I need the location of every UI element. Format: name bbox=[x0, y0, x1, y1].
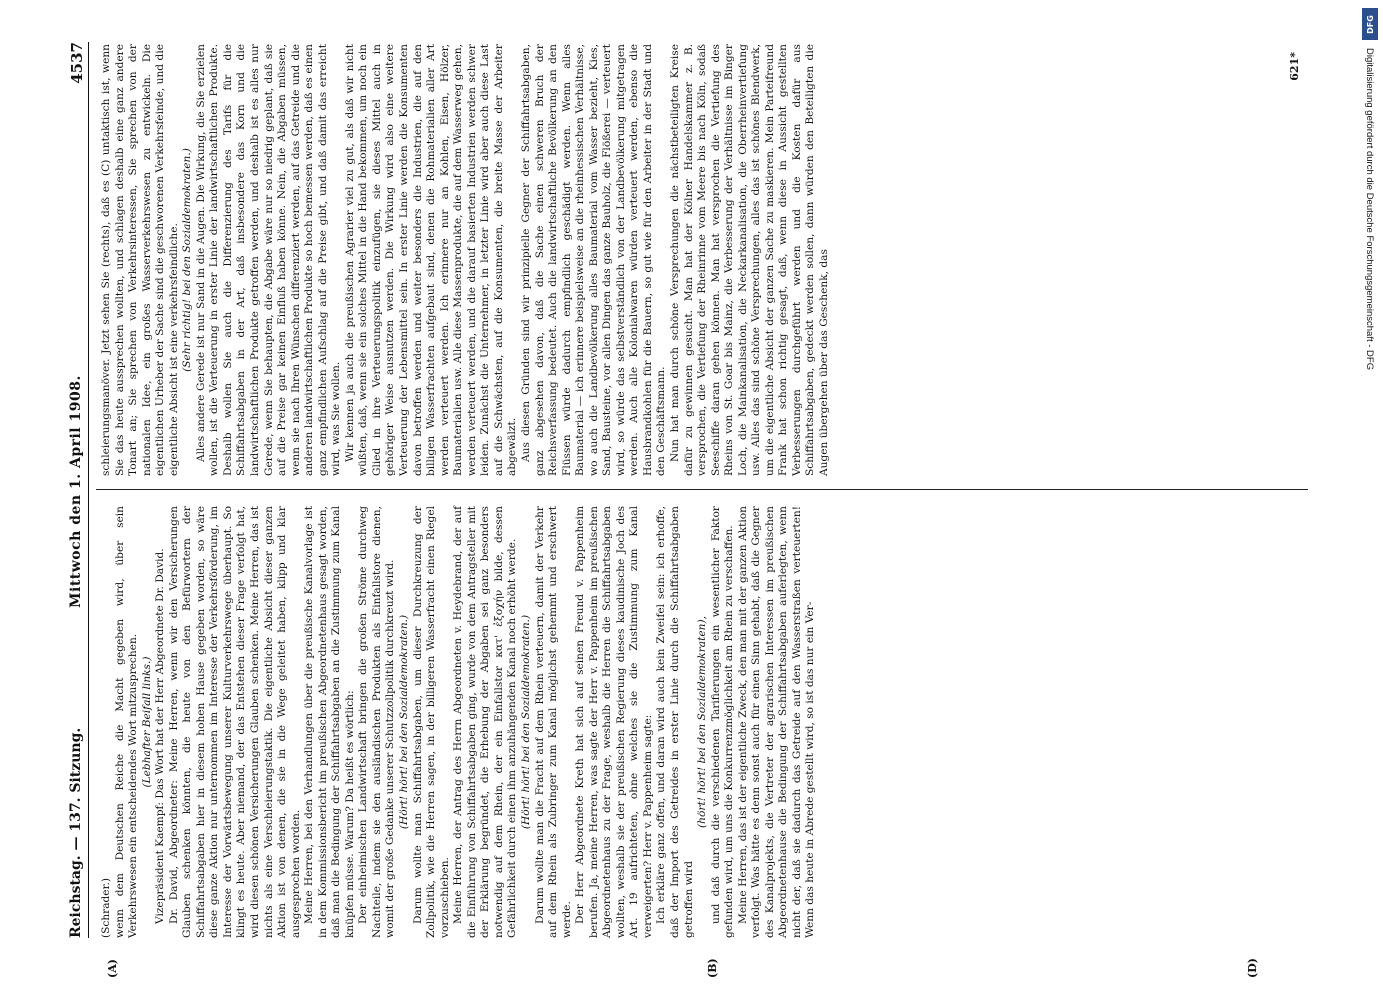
paragraph: Der einheimischen Landwirtschaft bringen die großen Ströme durchweg Nachteile, indem sie den ausländischen Produkten als Einfallstore dienen, womit der große Gedanke unserer Schutzzollpolitik durchkreuzt wird. bbox=[357, 506, 397, 938]
paragraph: Meine Herren, das ist der eigentliche Zweck, den man mit der ganzen Aktion verfolgt. Was hätte es denn sonst auch für einen Sinn gehabt, daß die Gegner des Kanalprojekts, die Vertreter der agrarischen Interessen im preußischen Abgeordnetenhause die Bedingung der Schiffahrtsabgaben auferlegten, wenn nicht der, daß sie dadurch das Getreide auf den Wasserstraßen verteuerten! Wenn das heute in Abrede gestellt wird, so ist das nur ein Ver- bbox=[736, 506, 817, 938]
digitization-strip: DFG Digitalisierung gefördert durch die Deutsche Forschungsgemeinschaft - DFG bbox=[1362, 8, 1378, 992]
document-page bbox=[66, 42, 1314, 978]
paragraph: Alles andere Gerede ist nur Sand in die Augen. Die Wirkung, die Sie erzielen wollen, ist die Verteuerung in erster Linie der landwirtschaftlichen Produkte. Deshalb wollen Sie auch die Differenzierung des Tarifs für die Schiffahrtsabgaben in der Art, daß insbesondere das Korn und die landwirtschaftlichen Produkte getroffen werden, und deshalb ist es alles nur Gerede, wenn Sie behaupten, die Abgabe wäre nur so niedrig geplant, daß sie auf die Preise gar keinen Einfluß haben könne. Nein, die Abgaben müssen, wenn sie nach Ihren Wünschen differenziert werden, auf das Getreide und die anderen landwirtschaftlichen Produkte so hoch bemessen werden, daß es einen ganz empfindlichen Aufschlag auf die Preise gibt, und daß damit das erreicht wird, was Sie wollen. bbox=[194, 44, 343, 476]
paragraph: schleierungsmanöver. Jetzt sehen Sie (rechts), daß es (C) untaktisch ist, wenn Sie das heute aussprechen wollten, und schlagen deshalb eine ganz andere Tonart an; Sie sprechen von Verkehrsinteressen, Sie sprechen von der nationalen Idee, ein großes Wasserverkehrswesen zu entwickeln. Die eigentlichen Urheber der Sache sind die geschworenen Verkehrsfeinde, und die eigentliche Absicht ist eine verkehrsfeindliche. bbox=[100, 44, 180, 476]
left-column bbox=[100, 506, 818, 938]
paragraph: Aus diesen Gründen sind wir prinzipielle Gegner der Schiffahrtsabgaben, ganz abgesehen davon, daß die Sache einen schweren Bruch der Reichsverfassung bedeutet. Auch die landwirtschaftliche Bevölkerung an den Flüssen würde dadurch empfindlich geschädigt werden. Wenn alles Baumaterial — ich erinnere beispielsweise an die rheinhessischen Verhältnisse, wo auch die Landbevölkerung alles Baumaterial vom Wasser bezieht, Kies, Sand, Bausteine, vor allen Dingen das ganze Bauholz, die Flößerei — verteuert wird, so würde das selbstverständlich von der Landbevölkerung mitgetragen werden. Auch alle Kolonialwaren würden verteuert werden, ebenso die Hausbrandkohlen für die Bauern, so gut wie für den Arbeiter in der Stadt und den Geschäftsmann. bbox=[519, 44, 668, 476]
signature-mark: 621* bbox=[1288, 52, 1301, 81]
paragraph: Darum wollte man die Fracht auf dem Rhein verteuern, damit der Verkehr auf dem Rhein als Zubringer zum Kanal möglichst gehemmt und erschwert werde. bbox=[533, 506, 573, 938]
paragraph: Meine Herren, bei den Verhandlungen über die preußische Kanalvorlage ist in dem Kommissionsbericht im preußischen Abgeordnetenhaus gesagt worden, daß man die Bedingung der Schiffahrtsabgaben an die Zustimmung zum Kanal knüpfen müsse. Warum? Da heißt es wörtlich: bbox=[303, 506, 356, 938]
paragraph: Darum wollte man Schiffahrtsabgaben, um dieser Durchkreuzung der Zollpolitik, wie die Herren sagen, in der billigeren Wasserfracht einen Riegel vorzuschieben. bbox=[411, 506, 451, 938]
column-divider bbox=[96, 489, 1308, 490]
paragraph: Vizepräsident Kaempf: Das Wort hat der Herr Abgeordnete Dr. David. bbox=[154, 548, 167, 924]
paragraph: Der Herr Abgeordnete Kreth hat sich auf seinen Freund v. Pappenheim berufen. Ja, meine Herren, was sagte der Herr v. Pappenheim im preußischen Abgeordnetenhaus zu der Frage, weshalb die Herren die Schiffahrtsabgaben wollten, weshalb sie der preußischen Regierung dieses kaudinische Joch des Art. 19 aufrichteten, ohne welches sie die Zustimmung zum Kanal verweigerten? Herr v. Pappenheim sagte: bbox=[574, 506, 654, 938]
right-column bbox=[100, 44, 832, 476]
interjection: (Hört! hört! bei den Sozialdemokraten.) bbox=[519, 614, 532, 830]
header-page-number: 4537 bbox=[68, 42, 86, 84]
paragraph: wenn dem Deutschen Reiche die Macht gegeben wird, über sein Verkehrswesen ein entscheidendes Wort mitzusprechen. bbox=[113, 506, 140, 938]
margin-marker-b: (B) bbox=[706, 958, 719, 978]
paragraph: Ich erkläre ganz offen, und daran wird auch kein Zweifel sein: ich erhoffe, daß der Import des Getreides in erster Linie durch die Schiffahrtsabgaben getroffen wird bbox=[655, 506, 695, 938]
paragraph: und daß durch die verschiedenen Tarifierungen ein wesentlicher Faktor gefunden wird, um uns die Konkurrenzmöglichkeit am Rhein zu verschaffen. bbox=[709, 506, 736, 938]
header-date: Mittwoch den 1. April 1908. bbox=[68, 375, 84, 608]
interjection: (Lebhafter Beifall links.) bbox=[140, 656, 153, 788]
header-session: Reichstag. — 137. Sitzung. bbox=[68, 727, 84, 938]
interjection: (Sehr richtig! bei den Sozialdemokraten.) bbox=[181, 148, 194, 372]
interjection: (Hört! hört! bei den Sozialdemokraten.) bbox=[398, 614, 411, 830]
paragraph: Dr. David, Abgeordneter: Meine Herren, wenn wir den Versicherungen Glauben schenken könnten, die heute von den Befürwortern der Schiffahrtsabgaben hier in diesem hohen Hause gegeben worden, so wäre diese ganze Aktion nur unternommen im Interesse der Verkehrsförderung, im Interesse der Vorwärtsbewegung unserer Kulturverkehrswege überhaupt. So klingt es heute. Aber niemand, der das Entstehen dieser Frage verfolgt hat, wird diesen schönen Versicherungen Glauben schenken. Meine Herren, das ist nichts als eine Verschleierungstaktik. Die eigentliche Absicht dieser ganzen Aktion ist von denen, die sie in die Wege geleitet haben, klipp und klar ausgesprochen worden. bbox=[167, 506, 302, 938]
margin-marker-a: (A) bbox=[106, 959, 119, 978]
paragraph: Meine Herren, der Antrag des Herrn Abgeordneten v. Heydebrand, der auf die Einführung von Schiffahrtsabgaben ging, wurde von dem Antragsteller mit der Erklärung begründet, die Erhebung der Abgaben sei ganz besonders notwendig auf dem Rhein, der ein Einfallstor κατ' ἐξοχήν bilde, dessen Gefährlichkeit durch einen ihm anzuhängenden Kanal noch erhöht werde. bbox=[452, 506, 519, 938]
margin-marker-d: (D) bbox=[1246, 958, 1259, 978]
interjection: (hört! hört! bei den Sozialdemokraten), bbox=[696, 616, 709, 828]
paragraph: Wir kennen ja auch die preußischen Agrarier viel zu gut, als daß wir nicht wüßten, daß, wenn sie ein solches Mittel in die Hand bekommen, um noch ein Glied in ihre Verteuerungspolitik einzufügen, sie dieses Mittel auch in gehöriger Weise ausnutzen werden. Die Wirkung wird also eine weitere Verteuerung der Lebensmittel sein. In erster Linie werden die Konsumenten davon betroffen werden und weiter besonders die Industrien, die auf den billigen Wasserfrachten aufgebaut sind, denen die Rohmaterialien aller Art werden verteuert werden. Ich erinnere nur an Kohlen, Eisen, Hölzer, Baumaterialien usw. Alle diese Massenprodukte, die auf dem Wasserweg gehen, werden verteuert werden, und die darauf basierten Industrien werden schwer leiden. Zunächst die Unternehmer, in letzter Linie wird aber auch diese Last auf die Schwächsten, auf die Konsumenten, die breite Masse der Arbeiter abgewälzt. bbox=[343, 44, 519, 476]
running-header bbox=[66, 42, 89, 938]
paragraph: Nun hat man durch schöne Versprechungen die nächstbeteiligten Kreise dafür zu gewinnen gesucht. Man hat der Kölner Handelskammer z. B. versprochen, die Vertiefung der Rheinrinne vom Meere bis nach Köln, sodaß Seeschiffe daran gehen können. Man hat versprochen die Vertiefung des Rheins von St. Goar bis Mainz, die Verbesserung der Verhältnisse im Binger Loch, die Mainkanalisation, die Neckarkanalisation, die Oberrheinvertiefung usw. Alles das sind schöne Versprechungen, alles das ist schönes Blendwerk, um die eigentliche Absicht der ganzen Sache zu maskieren. Mein Parteifreund Frank hat schon richtig gesagt, daß, wenn diese in Aussicht gestellten Verbesserungen durchgeführt werden und die Kosten dafür aus Schiffahrtsabgaben, gedeckt werden sollen, dann würden den Beteiligten die Augen übergehen über das Geschenk, das bbox=[668, 44, 830, 476]
paragraph: (Schrader.) bbox=[100, 878, 112, 938]
dfg-logo: DFG bbox=[1362, 8, 1378, 40]
